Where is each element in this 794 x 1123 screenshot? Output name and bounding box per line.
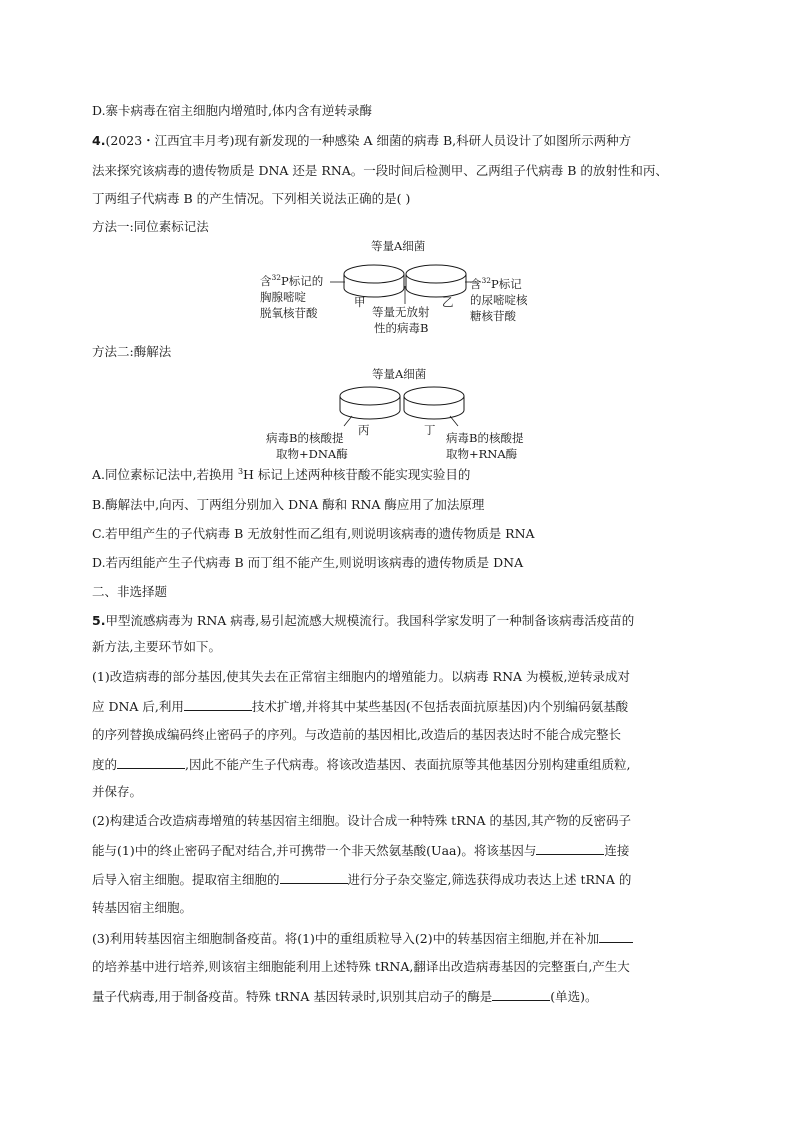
part-1-line-4: 度的 ,因此不能产生子代病毒。将该改造基因、表面抗原等其他基因分别构建重组质粒, [92, 757, 631, 772]
figure-enzyme-digestion [264, 364, 544, 460]
fig2-right-label-1: 病毒B的核酸提 [446, 431, 524, 445]
part-3-line-2: 的培养基中进行培养,则该宿主细胞能利用上述特殊 tRNA,翻译出改造病毒基因的完整蛋白,产生大 [92, 959, 630, 974]
section-heading-nonchoice: 二、非选择题 [92, 584, 168, 599]
part-2-line-2: 能与(1)中的终止密码子配对结合,并可携带一个非天然氨基酸(Uaa)。将该基因与 连接 [92, 843, 630, 858]
fig1-mid-label-1: 等量无放射 [372, 305, 430, 319]
petri-dish-ding [404, 387, 464, 419]
question-4-line-2: 法来探究该病毒的遗传物质是 DNA 还是 RNA。一段时间后检测甲、乙两组子代病毒 B 的放射性和丙、 [92, 163, 668, 178]
answer-blank-2[interactable] [117, 756, 185, 769]
petri-dish-yi [406, 265, 466, 297]
question-4-line-3: 丁两组子代病毒 B 的产生情况。下列相关说法正确的是( ) [92, 191, 411, 206]
fig2-dish-bing-label: 丙 [358, 423, 370, 437]
petri-dish-bing [340, 387, 400, 419]
fig2-right-pointer [450, 416, 458, 426]
fig2-left-label-1: 病毒B的核酸提 [266, 431, 344, 445]
part-2-line-1: (2)构建适合改造病毒增殖的转基因宿主细胞。设计合成一种特殊 tRNA 的基因,其产物的反密码子 [92, 813, 632, 828]
fig1-mid-label-2: 性的病毒B [374, 321, 429, 335]
part-2-line-4: 转基因宿主细胞。 [92, 900, 193, 915]
fig1-left-label-1: 含$^{32}$P标记的 [260, 273, 324, 288]
fig1-top-label: 等量A细菌 [371, 239, 426, 253]
part-1-line-5: 并保存。 [92, 784, 143, 799]
fig1-right-label-2: 的尿嘧啶核 [470, 293, 528, 307]
method-1-heading: 方法一:同位素标记法 [92, 219, 209, 234]
method-2-heading: 方法二:酶解法 [92, 344, 172, 359]
answer-blank-5[interactable] [599, 930, 633, 943]
answer-blank-4[interactable] [280, 871, 348, 884]
fig2-left-label-2: 取物+DNA酶 [276, 447, 348, 460]
part-2-line-3: 后导入宿主细胞。提取宿主细胞的 进行分子杂交鉴定,筛选获得成功表达上述 tRNA 的 [92, 872, 632, 887]
part-3-line-3: 量子代病毒,用于制备疫苗。特殊 tRNA 基因转录时,识别其启动子的酶是 (单选)。 [92, 989, 598, 1004]
fig1-right-label-1: 含$^{32}$P标记 [470, 276, 522, 291]
fig2-top-label: 等量A细菌 [372, 367, 427, 381]
fig2-dish-ding-label: 丁 [424, 423, 436, 437]
answer-blank-6[interactable] [492, 988, 550, 1001]
fig2-left-pointer [344, 416, 352, 426]
option-c: C.若甲组产生的子代病毒 B 无放射性而乙组有,则说明该病毒的遗传物质是 RNA [92, 526, 535, 541]
fig1-left-label-2: 胸腺嘧啶 [260, 290, 306, 304]
option-b: B.酶解法中,向丙、丁两组分别加入 DNA 酶和 RNA 酶应用了加法原理 [92, 497, 485, 512]
part-3-line-1: (3)利用转基因宿主细胞制备疫苗。将(1)中的重组质粒导入(2)中的转基因宿主细胞,并在补加 [92, 930, 633, 947]
part-1-line-3: 的序列替换成编码终止密码子的序列。与改造前的基因相比,改造后的基因表达时不能合成完整长 [92, 727, 621, 742]
figure-isotope-labeling [258, 236, 558, 340]
question-4-line-1: 4.(2023・江西宜丰月考)现有新发现的一种感染 A 细菌的病毒 B,科研人员设计了如图所示两种方 [92, 133, 632, 148]
option-d-previous: D.寨卡病毒在宿主细胞内增殖时,体内含有逆转录酶 [92, 103, 373, 118]
fig2-right-label-2: 取物+RNA酶 [446, 447, 518, 460]
option-d: D.若丙组能产生子代病毒 B 而丁组不能产生,则说明该病毒的遗传物质是 DNA [92, 555, 524, 570]
answer-blank-3[interactable] [536, 842, 604, 855]
fig1-dish-jia-label: 甲 [354, 295, 366, 309]
question-4-number: 4. [92, 133, 106, 148]
option-a: A.同位素标记法中,若换用 $^3$H 标记上述两种核苷酸不能实现实验目的 [92, 466, 471, 482]
part-1-line-2: 应 DNA 后,利用 技术扩增,并将其中某些基因(不包括表面抗原基因)内个别编码氨基酸 [92, 699, 629, 714]
fig1-dish-yi-label: 乙 [442, 295, 454, 309]
fig1-left-label-3: 脱氧核苷酸 [260, 306, 318, 320]
question-5-line-2: 新方法,主要环节如下。 [92, 639, 221, 654]
question-5-number: 5. [92, 613, 106, 628]
answer-blank-1[interactable] [184, 698, 252, 711]
petri-dish-jia [344, 265, 404, 297]
question-5-line-1: 5.甲型流感病毒为 RNA 病毒,易引起流感大规模流行。我国科学家发明了一种制备该病毒活疫苗的 [92, 613, 635, 628]
part-1-line-1: (1)改造病毒的部分基因,使其失去在正常宿主细胞内的增殖能力。以病毒 RNA 为模板,逆转录成对 [92, 669, 630, 684]
fig1-right-label-3: 糖核苷酸 [470, 309, 516, 323]
